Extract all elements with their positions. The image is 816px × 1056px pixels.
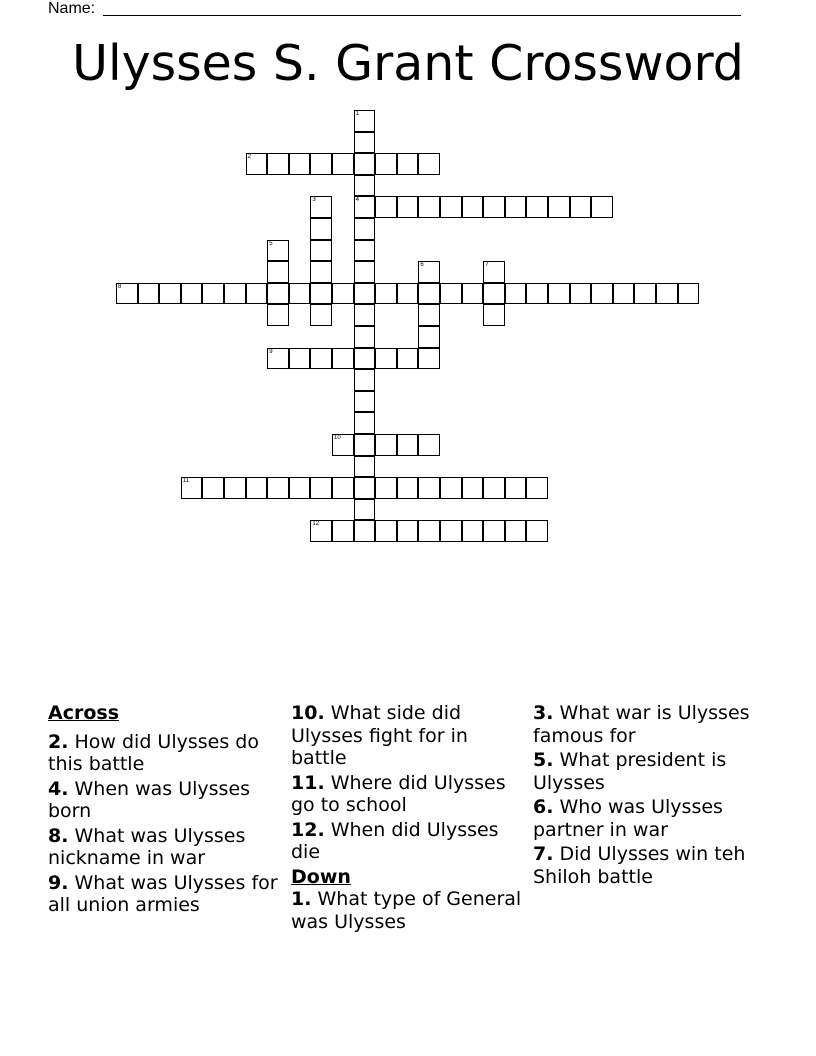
- cell-number: 7: [485, 262, 489, 269]
- cell-number: 12: [312, 521, 320, 528]
- grid-cell[interactable]: [418, 326, 440, 348]
- grid-cell[interactable]: [462, 196, 484, 218]
- grid-cell[interactable]: [591, 196, 613, 218]
- cell-number: 11: [182, 478, 190, 485]
- grid-cell[interactable]: [483, 520, 505, 542]
- grid-cell[interactable]: [267, 304, 289, 326]
- grid-cell[interactable]: [332, 520, 354, 542]
- grid-cell[interactable]: [138, 283, 160, 305]
- grid-cell[interactable]: [332, 283, 354, 305]
- clue-down-6: [533, 796, 769, 841]
- grid-cell[interactable]: [289, 283, 311, 305]
- grid-cell[interactable]: [591, 283, 613, 305]
- clue-column-3: [533, 702, 769, 890]
- grid-cell[interactable]: [375, 283, 397, 305]
- grid-cell[interactable]: [526, 520, 548, 542]
- page-title: Ulysses S. Grant Crossword: [72, 35, 744, 92]
- grid-cell[interactable]: [505, 196, 527, 218]
- grid-cell[interactable]: [224, 477, 246, 499]
- clue-number: 7.: [533, 843, 554, 865]
- grid-cell[interactable]: [397, 196, 419, 218]
- grid-cell[interactable]: [289, 153, 311, 175]
- clue-number: 5.: [533, 749, 554, 771]
- grid-cell[interactable]: [483, 261, 505, 283]
- grid-cell[interactable]: [526, 283, 548, 305]
- grid-cell[interactable]: [246, 153, 268, 175]
- clue-number: 3.: [533, 702, 554, 724]
- grid-cell[interactable]: [375, 153, 397, 175]
- grid-cell[interactable]: [332, 434, 354, 456]
- grid-cell[interactable]: [418, 196, 440, 218]
- grid-cell[interactable]: [354, 218, 376, 240]
- grid-cell[interactable]: [354, 434, 376, 456]
- grid-cell[interactable]: [418, 434, 440, 456]
- clue-across-10: [291, 702, 527, 770]
- grid-cell[interactable]: [354, 499, 376, 521]
- clue-column-2: [291, 702, 527, 935]
- clue-number: 12.: [291, 818, 325, 841]
- grid-cell[interactable]: [440, 520, 462, 542]
- clue-text: When did Ulysses die: [291, 818, 499, 863]
- clue-text: What side did Ulysses fight for in battle: [291, 702, 468, 769]
- grid-cell[interactable]: [354, 456, 376, 478]
- clue-across-8: [48, 825, 284, 870]
- grid-cell[interactable]: [354, 196, 376, 218]
- grid-cell[interactable]: [159, 283, 181, 305]
- grid-cell[interactable]: [181, 477, 203, 499]
- clue-number: 8.: [48, 824, 69, 847]
- grid-cell[interactable]: [181, 283, 203, 305]
- grid-cell[interactable]: [418, 283, 440, 305]
- grid-cell[interactable]: [678, 283, 700, 305]
- grid-cell[interactable]: [505, 477, 527, 499]
- grid-cell[interactable]: [289, 348, 311, 370]
- grid-cell[interactable]: [116, 283, 138, 305]
- grid-cell[interactable]: [202, 477, 224, 499]
- grid-cell[interactable]: [332, 153, 354, 175]
- grid-cell[interactable]: [418, 477, 440, 499]
- clue-text: What president is Ulysses: [533, 749, 727, 794]
- clue-across-2: [48, 731, 284, 776]
- grid-cell[interactable]: [354, 520, 376, 542]
- grid-cell[interactable]: [440, 196, 462, 218]
- grid-cell[interactable]: [613, 283, 635, 305]
- grid-cell[interactable]: [202, 283, 224, 305]
- clue-number: 6.: [533, 796, 554, 818]
- grid-cell[interactable]: [634, 283, 656, 305]
- grid-cell[interactable]: [354, 348, 376, 370]
- grid-cell[interactable]: [440, 477, 462, 499]
- across-heading: Across: [48, 702, 120, 724]
- grid-cell[interactable]: [570, 283, 592, 305]
- grid-cell[interactable]: [310, 153, 332, 175]
- clue-text: Did Ulysses win teh Shiloh battle: [533, 843, 746, 888]
- grid-cell[interactable]: [246, 477, 268, 499]
- grid-cell[interactable]: [397, 477, 419, 499]
- grid-cell[interactable]: [483, 283, 505, 305]
- name-label: Name:: [48, 0, 96, 17]
- grid-cell[interactable]: [354, 153, 376, 175]
- grid-cell[interactable]: [354, 477, 376, 499]
- grid-cell[interactable]: [310, 283, 332, 305]
- grid-cell[interactable]: [375, 348, 397, 370]
- grid-cell[interactable]: [354, 391, 376, 413]
- clue-number: 1.: [291, 888, 312, 910]
- grid-cell[interactable]: [462, 283, 484, 305]
- grid-cell[interactable]: [483, 196, 505, 218]
- grid-cell[interactable]: [375, 520, 397, 542]
- grid-cell[interactable]: [354, 261, 376, 283]
- grid-cell[interactable]: [397, 434, 419, 456]
- clue-text: What was Ulysses nickname in war: [48, 824, 246, 869]
- grid-cell[interactable]: [397, 153, 419, 175]
- grid-cell[interactable]: [267, 477, 289, 499]
- grid-cell[interactable]: [354, 369, 376, 391]
- grid-cell[interactable]: [246, 283, 268, 305]
- grid-cell[interactable]: [397, 520, 419, 542]
- grid-cell[interactable]: [354, 240, 376, 262]
- grid-cell[interactable]: [375, 477, 397, 499]
- cell-number: 6: [420, 262, 424, 269]
- grid-cell[interactable]: [418, 261, 440, 283]
- grid-cell[interactable]: [462, 477, 484, 499]
- grid-cell[interactable]: [224, 283, 246, 305]
- grid-cell[interactable]: [397, 348, 419, 370]
- grid-cell[interactable]: [354, 412, 376, 434]
- grid-cell[interactable]: [397, 283, 419, 305]
- cell-number: 8: [118, 283, 122, 290]
- grid-cell[interactable]: [375, 196, 397, 218]
- grid-cell[interactable]: [483, 304, 505, 326]
- cell-number: 10: [334, 435, 341, 441]
- grid-cell[interactable]: [418, 348, 440, 370]
- grid-cell[interactable]: [505, 283, 527, 305]
- clue-number: 10.: [291, 702, 325, 724]
- cell-number: 3: [312, 197, 316, 204]
- grid-cell[interactable]: [310, 261, 332, 283]
- grid-cell[interactable]: [310, 304, 332, 326]
- clue-number: 4.: [48, 777, 69, 800]
- cell-number: 1: [355, 111, 359, 117]
- grid-cell[interactable]: [375, 434, 397, 456]
- grid-cell[interactable]: [354, 304, 376, 326]
- clue-down-7: [533, 843, 769, 888]
- grid-cell[interactable]: [267, 240, 289, 262]
- grid-cell[interactable]: [310, 240, 332, 262]
- clue-text: Who was Ulysses partner in war: [533, 796, 723, 841]
- grid-cell[interactable]: [289, 477, 311, 499]
- grid-cell[interactable]: [332, 477, 354, 499]
- grid-cell[interactable]: [505, 520, 527, 542]
- grid-cell[interactable]: [483, 477, 505, 499]
- clue-number: 2.: [48, 730, 69, 753]
- clue-text: Where did Ulysses go to school: [291, 771, 506, 816]
- grid-cell[interactable]: [310, 218, 332, 240]
- grid-cell[interactable]: [267, 261, 289, 283]
- grid-cell[interactable]: [267, 153, 289, 175]
- clue-across-11: [291, 772, 527, 817]
- grid-cell[interactable]: [354, 283, 376, 305]
- grid-cell[interactable]: [656, 283, 678, 305]
- grid-cell[interactable]: [310, 520, 332, 542]
- grid-cell[interactable]: [354, 326, 376, 348]
- grid-cell[interactable]: [548, 196, 570, 218]
- clue-number: 9.: [48, 871, 69, 894]
- clue-across-4: [48, 778, 284, 823]
- grid-cell[interactable]: [354, 132, 376, 154]
- grid-cell[interactable]: [548, 283, 570, 305]
- clue-text: How did Ulysses do this battle: [48, 730, 259, 775]
- grid-cell[interactable]: [440, 283, 462, 305]
- clue-across-12: [291, 819, 527, 864]
- down-heading: Down: [291, 865, 351, 888]
- cell-number: 5: [269, 240, 273, 247]
- clue-down-5: [533, 749, 769, 794]
- clue-down-3: [533, 702, 769, 747]
- grid-cell[interactable]: [526, 477, 548, 499]
- grid-cell[interactable]: [354, 175, 376, 197]
- grid-cell[interactable]: [418, 304, 440, 326]
- cell-number: 9: [269, 348, 273, 355]
- grid-cell[interactable]: [462, 520, 484, 542]
- clue-text: What was Ulysses for all union armies: [48, 871, 278, 916]
- clue-text: When was Ulysses born: [48, 777, 251, 822]
- clue-number: 11.: [291, 771, 325, 794]
- clue-down-1: [291, 888, 527, 933]
- grid-cell[interactable]: [310, 196, 332, 218]
- clue-text: What war is Ulysses famous for: [533, 702, 750, 747]
- grid-cell[interactable]: [570, 196, 592, 218]
- grid-cell[interactable]: [418, 153, 440, 175]
- grid-cell[interactable]: [332, 348, 354, 370]
- cell-number: 2: [247, 154, 251, 161]
- grid-cell[interactable]: [418, 520, 440, 542]
- clue-column-1: [48, 702, 284, 919]
- grid-cell[interactable]: [267, 283, 289, 305]
- grid-cell[interactable]: [354, 110, 376, 132]
- clue-across-9: [48, 872, 284, 917]
- clue-text: What type of General was Ulysses: [291, 888, 522, 933]
- cell-number: 4: [355, 197, 359, 204]
- grid-cell[interactable]: [526, 196, 548, 218]
- grid-cell[interactable]: [267, 348, 289, 370]
- grid-cell[interactable]: [310, 348, 332, 370]
- grid-cell[interactable]: [310, 477, 332, 499]
